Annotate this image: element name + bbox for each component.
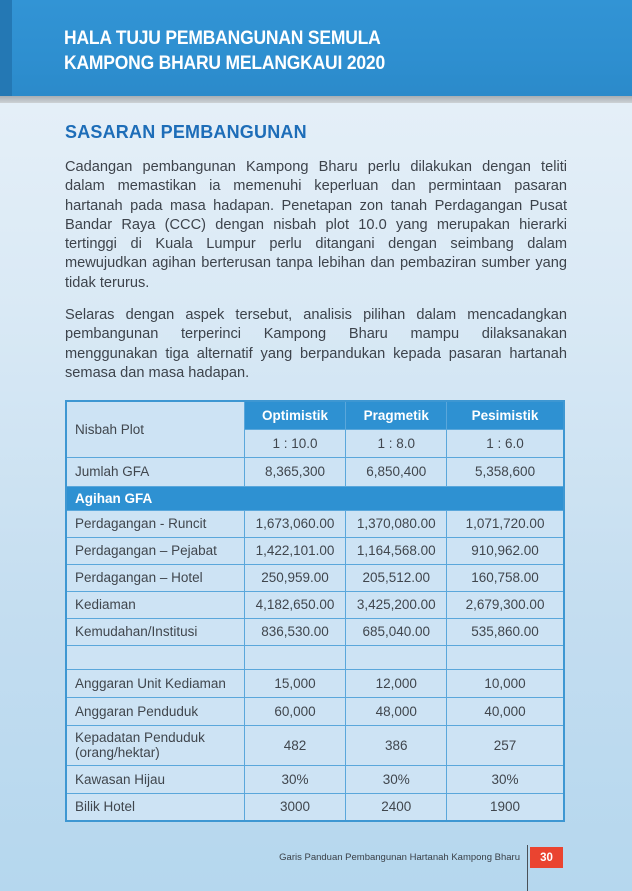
table-row (66, 457, 564, 486)
row-label: Bilik Hotel (66, 793, 244, 821)
table-row (66, 591, 564, 618)
ratio-value: 1 : 8.0 (346, 429, 447, 457)
table-row (66, 669, 564, 697)
table-row (66, 697, 564, 725)
row-label: Kemudahan/Institusi (66, 618, 244, 645)
row-label: Anggaran Unit Kediaman (66, 669, 244, 697)
row-value: 685,040.00 (346, 618, 447, 645)
header-left-edge-stripe (0, 0, 12, 96)
row-value: 2400 (346, 793, 447, 821)
table-header-row (66, 401, 564, 429)
separator-cell (346, 645, 447, 669)
row-value: 15,000 (244, 669, 346, 697)
table-separator-row (66, 645, 564, 669)
row-value: 6,850,400 (346, 457, 447, 486)
row-value: 1900 (447, 793, 564, 821)
row-label: Kepadatan Penduduk (orang/hektar) (66, 725, 244, 765)
row-label: Kediaman (66, 591, 244, 618)
header-shadow-divider (0, 96, 632, 103)
row-value: 1,164,568.00 (346, 537, 447, 564)
document-title-line1: HALA TUJU PEMBANGUNAN SEMULA (64, 28, 381, 49)
row-value: 30% (447, 765, 564, 793)
row-label: Kawasan Hijau (66, 765, 244, 793)
row-value: 1,673,060.00 (244, 510, 346, 537)
separator-cell (66, 645, 244, 669)
table-row (66, 765, 564, 793)
row-value: 160,758.00 (447, 564, 564, 591)
table-row (66, 725, 564, 765)
row-value: 535,860.00 (447, 618, 564, 645)
section-heading: SASARAN PEMBANGUNAN (65, 122, 307, 142)
table-row (66, 793, 564, 821)
corner-header-cell: Nisbah Plot (66, 401, 244, 457)
separator-cell (244, 645, 346, 669)
row-label: Perdagangan - Runcit (66, 510, 244, 537)
row-value: 30% (244, 765, 346, 793)
scenario-header-pragmetik: Pragmetik (346, 401, 447, 429)
body-paragraph-2: Selaras dengan aspek tersebut, analisis pilihan dalam mencadangkan pembangunan terperinci Kampong Bharu mampu dilaksanakan menggunakan tiga alternatif yang berpandukan kepada pasaran hartanah semasa dan masa hadapan. (65, 307, 567, 381)
ratio-value: 1 : 10.0 (244, 429, 346, 457)
table-section-header-row (66, 486, 564, 510)
row-value: 836,530.00 (244, 618, 346, 645)
document-title (64, 26, 385, 76)
body-paragraph-1: Cadangan pembangunan Kampong Bharu perlu dilakukan dengan teliti dalam memastikan ia memenuhi keperluan dan permintaan pasaran hartanah pada masa hadapan. Penetapan zon tanah Perdagangan Pusat Bandar Raya (CCC) dengan nisbah plot 10.0 yang merupakan hierarki tertinggi di Kuala Lumpur perlu ditangani dengan seimbang dalam mewujudkan agihan berterusan tanpa lebihan dan pembaziran sumber yang tidak terurus. (65, 159, 567, 291)
row-value: 3000 (244, 793, 346, 821)
row-value: 2,679,300.00 (447, 591, 564, 618)
table-row (66, 618, 564, 645)
row-value: 257 (447, 725, 564, 765)
scenario-header-optimistik: Optimistik (244, 401, 346, 429)
row-value: 482 (244, 725, 346, 765)
scenario-header-pesimistik: Pesimistik (447, 401, 564, 429)
footer-vertical-rule (527, 845, 528, 891)
row-value: 1,071,720.00 (447, 510, 564, 537)
row-value: 250,959.00 (244, 564, 346, 591)
row-value: 4,182,650.00 (244, 591, 346, 618)
row-value: 910,962.00 (447, 537, 564, 564)
development-scenario-table (65, 400, 565, 822)
footer-document-title: Garis Panduan Pembangunan Hartanah Kampong Bharu (279, 852, 520, 863)
row-value: 205,512.00 (346, 564, 447, 591)
table-row (66, 510, 564, 537)
ratio-value: 1 : 6.0 (447, 429, 564, 457)
row-value: 40,000 (447, 697, 564, 725)
row-label: Anggaran Penduduk (66, 697, 244, 725)
row-value: 30% (346, 765, 447, 793)
row-value: 8,365,300 (244, 457, 346, 486)
row-value: 1,370,080.00 (346, 510, 447, 537)
row-value: 3,425,200.00 (346, 591, 447, 618)
row-value: 12,000 (346, 669, 447, 697)
section-header-cell: Agihan GFA (66, 486, 564, 510)
page-number-badge: 30 (530, 847, 563, 868)
row-value: 10,000 (447, 669, 564, 697)
table-row (66, 537, 564, 564)
row-value: 5,358,600 (447, 457, 564, 486)
row-label: Jumlah GFA (66, 457, 244, 486)
row-label: Perdagangan – Pejabat (66, 537, 244, 564)
row-label: Perdagangan – Hotel (66, 564, 244, 591)
header-banner (0, 0, 632, 96)
row-value: 48,000 (346, 697, 447, 725)
separator-cell (447, 645, 564, 669)
table-row (66, 564, 564, 591)
row-value: 1,422,101.00 (244, 537, 346, 564)
row-value: 386 (346, 725, 447, 765)
document-title-line2: KAMPONG BHARU MELANGKAUI 2020 (64, 53, 385, 74)
row-value: 60,000 (244, 697, 346, 725)
